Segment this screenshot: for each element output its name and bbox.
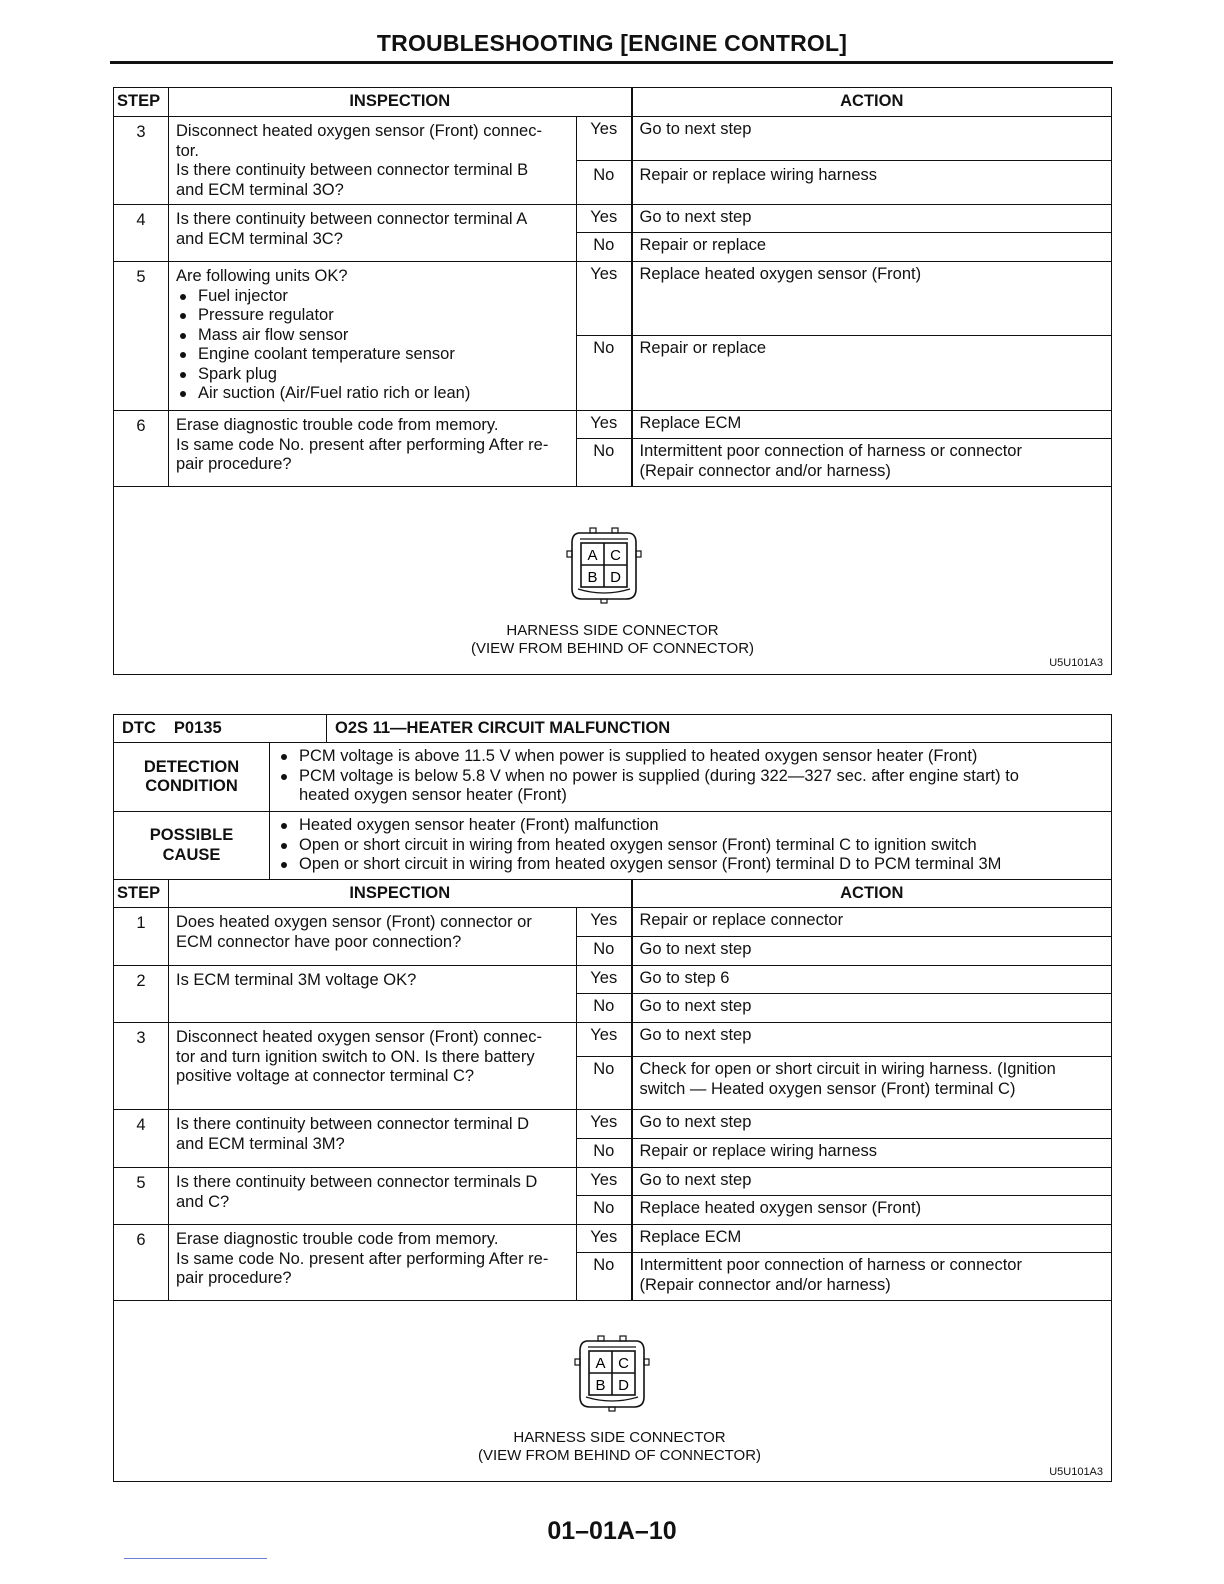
no-label: No xyxy=(577,336,632,411)
step-number: 5 xyxy=(114,1168,169,1225)
troubleshooting-table-continued xyxy=(113,87,1112,675)
inspection-text: Are following units OK? Fuel injector Pressure regulator Mass air flow sensor Engine coolant temperature sensor Spark plug Air suction (Air/Fuel ratio rich or lean) xyxy=(169,262,577,411)
yes-action: Replace ECM xyxy=(632,411,1112,439)
no-label: No xyxy=(577,439,632,487)
action-header: ACTION xyxy=(632,880,1112,908)
yes-label: Yes xyxy=(577,1110,632,1139)
connector-diagram xyxy=(574,1331,654,1413)
no-label: No xyxy=(577,1057,632,1110)
page-title: TROUBLESHOOTING [ENGINE CONTROL] xyxy=(376,30,848,56)
list-item: Open or short circuit in wiring from heated oxygen sensor (Front) terminal D to PCM terminal 3M xyxy=(277,855,1104,875)
connector-figure xyxy=(114,487,1112,675)
list-item: Fuel injector xyxy=(176,287,569,307)
list-item: Mass air flow sensor xyxy=(176,326,569,346)
pin-label: C xyxy=(610,547,621,564)
yes-label: Yes xyxy=(577,966,632,994)
yes-action: Go to next step xyxy=(632,1023,1112,1057)
list-item: PCM voltage is below 5.8 V when no power is supplied (during 322—327 sec. after engine start) to heated oxygen sensor heater (Front) xyxy=(277,767,1104,806)
connector-caption: HARNESS SIDE CONNECTOR (VIEW FROM BEHIND OF CONNECTOR) xyxy=(477,1429,762,1464)
inspection-text: Erase diagnostic trouble code from memory. Is same code No. present after performing After re- pair procedure? xyxy=(169,411,577,487)
no-action: Go to next step xyxy=(632,994,1112,1023)
list-item: Air suction (Air/Fuel ratio rich or lean) xyxy=(176,384,569,404)
step-header: STEP xyxy=(114,880,169,908)
list-item: Spark plug xyxy=(176,365,569,385)
yes-label: Yes xyxy=(577,1168,632,1196)
page-number: 01–01A–10 xyxy=(547,1517,677,1545)
no-label: No xyxy=(577,233,632,262)
inspection-text: Disconnect heated oxygen sensor (Front) connec- tor. Is there continuity between connector terminal B and ECM terminal 3O? xyxy=(169,117,577,205)
no-action: Repair or replace wiring harness xyxy=(632,1139,1112,1168)
yes-action: Repair or replace connector xyxy=(632,908,1112,937)
dtc-p0135-table xyxy=(113,714,1112,1482)
no-label: No xyxy=(577,994,632,1023)
step-number: 6 xyxy=(114,411,169,487)
unit-list xyxy=(176,287,569,404)
yes-label: Yes xyxy=(577,1023,632,1057)
list-item: Engine coolant temperature sensor xyxy=(176,345,569,365)
figure-code: U5U101A3 xyxy=(1049,1466,1104,1478)
yes-label: Yes xyxy=(577,117,632,161)
inspection-text: Does heated oxygen sensor (Front) connector or ECM connector have poor connection? xyxy=(169,908,577,966)
figure-code: U5U101A3 xyxy=(1049,657,1104,669)
step-number: 5 xyxy=(114,262,169,411)
no-label: No xyxy=(577,1139,632,1168)
yes-action: Go to next step xyxy=(632,117,1112,161)
action-header: ACTION xyxy=(632,88,1112,117)
pin-label: A xyxy=(587,547,598,564)
connector-figure xyxy=(114,1301,1112,1482)
yes-label: Yes xyxy=(577,1225,632,1253)
title-divider xyxy=(110,61,1113,64)
inspection-header: INSPECTION xyxy=(169,880,632,908)
step-number: 3 xyxy=(114,1023,169,1110)
step-number: 4 xyxy=(114,205,169,262)
no-action: Replace heated oxygen sensor (Front) xyxy=(632,1196,1112,1225)
pin-label: B xyxy=(595,1377,606,1394)
list-item: Heated oxygen sensor heater (Front) malfunction xyxy=(277,816,1104,836)
yes-action: Replace heated oxygen sensor (Front) xyxy=(632,262,1112,336)
pin-label: D xyxy=(618,1377,629,1394)
step-number: 1 xyxy=(114,908,169,966)
pin-label: A xyxy=(595,1355,606,1372)
inspection-text: Is ECM terminal 3M voltage OK? xyxy=(169,966,577,1023)
yes-action: Replace ECM xyxy=(632,1225,1112,1253)
no-action: Check for open or short circuit in wiring harness. (Ignition switch — Heated oxygen sensor (Front) terminal C) xyxy=(632,1057,1112,1110)
no-action: Go to next step xyxy=(632,937,1112,966)
yes-action: Go to next step xyxy=(632,205,1112,233)
inspection-text: Is there continuity between connector terminal D and ECM terminal 3M? xyxy=(169,1110,577,1168)
no-label: No xyxy=(577,1253,632,1301)
list-item: PCM voltage is above 11.5 V when power is supplied to heated oxygen sensor heater (Front) xyxy=(277,747,1104,767)
inspection-text: Erase diagnostic trouble code from memory. Is same code No. present after performing After re- pair procedure? xyxy=(169,1225,577,1301)
no-label: No xyxy=(577,161,632,205)
dtc-title: O2S 11—HEATER CIRCUIT MALFUNCTION xyxy=(327,715,1112,743)
no-action: Intermittent poor connection of harness or connector (Repair connector and/or harness) xyxy=(632,439,1112,487)
inspection-text: Is there continuity between connector terminals D and C? xyxy=(169,1168,577,1225)
connector-caption: HARNESS SIDE CONNECTOR (VIEW FROM BEHIND OF CONNECTOR) xyxy=(470,622,755,657)
pin-label: D xyxy=(610,569,621,586)
possible-cause-list xyxy=(270,812,1112,880)
pin-label: C xyxy=(618,1355,629,1372)
no-action: Repair or replace wiring harness xyxy=(632,161,1112,205)
no-action: Intermittent poor connection of harness or connector (Repair connector and/or harness) xyxy=(632,1253,1112,1301)
no-action: Repair or replace xyxy=(632,336,1112,411)
pin-label: B xyxy=(587,569,598,586)
yes-action: Go to step 6 xyxy=(632,966,1112,994)
page-edge-mark xyxy=(124,1558,267,1559)
detection-condition-list xyxy=(270,743,1112,812)
yes-label: Yes xyxy=(577,205,632,233)
no-action: Repair or replace xyxy=(632,233,1112,262)
possible-cause-label: POSSIBLE CAUSE xyxy=(114,812,270,880)
detection-condition-label: DETECTION CONDITION xyxy=(114,743,270,812)
no-label: No xyxy=(577,1196,632,1225)
yes-label: Yes xyxy=(577,262,632,336)
yes-label: Yes xyxy=(577,908,632,937)
step-number: 2 xyxy=(114,966,169,1023)
yes-action: Go to next step xyxy=(632,1110,1112,1139)
inspection-header: INSPECTION xyxy=(169,88,632,117)
step-header: STEP xyxy=(114,88,169,117)
inspection-text: Disconnect heated oxygen sensor (Front) connec- tor and turn ignition switch to ON. Is there battery positive voltage at connector terminal C? xyxy=(169,1023,577,1110)
step-number: 3 xyxy=(114,117,169,205)
yes-label: Yes xyxy=(577,411,632,439)
list-item: Pressure regulator xyxy=(176,306,569,326)
dtc-code-cell: DTC P0135 xyxy=(114,715,327,743)
no-label: No xyxy=(577,937,632,966)
list-item: Open or short circuit in wiring from heated oxygen sensor (Front) terminal C to ignition switch xyxy=(277,836,1104,856)
step-number: 4 xyxy=(114,1110,169,1168)
connector-diagram xyxy=(566,523,646,605)
step-number: 6 xyxy=(114,1225,169,1301)
inspection-text: Is there continuity between connector terminal A and ECM terminal 3C? xyxy=(169,205,577,262)
yes-action: Go to next step xyxy=(632,1168,1112,1196)
